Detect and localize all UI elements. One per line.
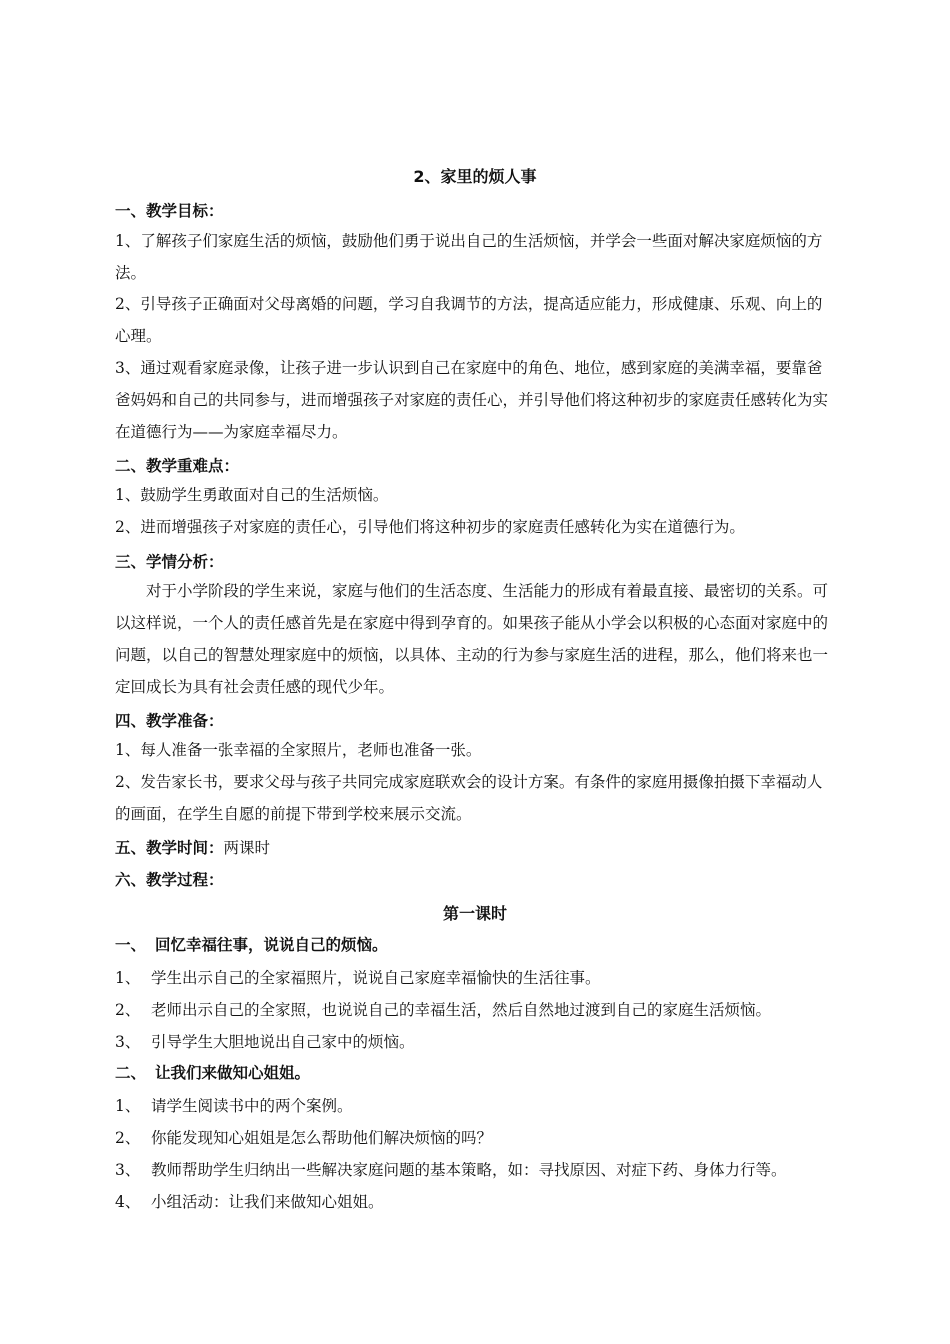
section-heading-time: 五、教学时间：: [115, 839, 224, 857]
list-item-number: 2、: [115, 1001, 141, 1019]
list-item: [115, 1126, 492, 1148]
part-heading-2: [115, 1061, 310, 1083]
part-number-2: 二、: [115, 1064, 147, 1082]
preparation-item-2: 2、发告家长书，要求父母与孩子共同完成家庭联欢会的设计方案。有条件的家庭用摄像拍摄下幸福动人的画面，在学生自愿的前提下带到学校来展示交流。: [115, 773, 823, 823]
document-title: 2、家里的烦人事: [413, 167, 537, 186]
section-heading-preparation: 四、教学准备：: [115, 712, 224, 730]
teaching-time-value: 两课时: [223, 839, 271, 857]
list-item-number: 3、: [115, 1161, 141, 1179]
objective-item-1: 1、了解孩子们家庭生活的烦恼，鼓励他们勇于说出自己的生活烦恼，并学会一些面对解决家庭烦恼的方法。: [115, 232, 823, 282]
part-heading-text-1: 回忆幸福往事，说说自己的烦恼。: [155, 936, 388, 954]
list-item-number: 2、: [115, 1129, 141, 1147]
key-point-item-2: 2、进而增强孩子对家庭的责任心，引导他们将这种初步的家庭责任感转化为实在道德行为。: [115, 518, 745, 536]
list-item-text: 小组活动：让我们来做知心姐姐。: [151, 1193, 384, 1211]
list-item-text: 学生出示自己的全家福照片，说说自己家庭幸福愉快的生活往事。: [151, 969, 601, 987]
list-item: [115, 1158, 787, 1180]
list-item-text: 老师出示自己的全家照，也说说自己的幸福生活，然后自然地过渡到自己的家庭生活烦恼。: [151, 1001, 772, 1019]
lesson-title: 第一课时: [442, 904, 507, 923]
list-item: [115, 966, 601, 988]
key-point-item-1: 1、鼓励学生勇敢面对自己的生活烦恼。: [115, 486, 389, 504]
list-item-text: 你能发现知心姐姐是怎么帮助他们解决烦恼的吗？: [151, 1129, 493, 1147]
part-number-1: 一、: [115, 936, 147, 954]
list-item: [115, 1030, 415, 1052]
list-item-text: 教师帮助学生归纳出一些解决家庭问题的基本策略，如：寻找原因、对症下药、身体力行等。: [151, 1161, 787, 1179]
section-heading-key-points: 二、教学重难点：: [115, 457, 240, 475]
objective-item-2: 2、引导孩子正确面对父母离婚的问题，学习自我调节的方法，提高适应能力，形成健康、乐观、向上的心理。: [115, 295, 823, 345]
section-heading-analysis: 三、学情分析：: [115, 553, 224, 571]
section-heading-process: 六、教学过程：: [115, 871, 224, 889]
list-item-text: 引导学生大胆地说出自己家中的烦恼。: [151, 1033, 415, 1051]
list-item-number: 1、: [115, 1097, 141, 1115]
list-item-number: 3、: [115, 1033, 141, 1051]
teaching-time-line: [115, 836, 270, 858]
part-heading-1: [115, 933, 388, 955]
list-item: [115, 1094, 353, 1116]
list-item: [115, 1190, 384, 1212]
section-heading-objectives: 一、教学目标：: [115, 202, 224, 220]
part-heading-text-2: 让我们来做知心姐姐。: [155, 1064, 311, 1082]
list-item-number: 4、: [115, 1193, 141, 1211]
preparation-item-1: 1、每人准备一张幸福的全家照片，老师也准备一张。: [115, 741, 482, 759]
analysis-paragraph: 对于小学阶段的学生来说，家庭与他们的生活态度、生活能力的形成有着最直接、最密切的关系。可以这样说，一个人的责任感首先是在家庭中得到孕育的。如果孩子能从小学会以积极的心态面对家庭中的问题，以自己的智慧处理家庭中的烦恼，以具体、主动的行为参与家庭生活的进程，那么，他们将来也一定回成长为具有社会责任感的现代少年。: [115, 582, 829, 696]
list-item: [115, 998, 771, 1020]
objective-item-3: 3、通过观看家庭录像，让孩子进一步认识到自己在家庭中的角色、地位，感到家庭的美满幸福，要靠爸爸妈妈和自己的共同参与，进而增强孩子对家庭的责任心，并引导他们将这种初步的家庭责任感转化为实在道德行为——为家庭幸福尽力。: [115, 359, 829, 441]
list-item-text: 请学生阅读书中的两个案例。: [151, 1097, 353, 1115]
list-item-number: 1、: [115, 969, 141, 987]
